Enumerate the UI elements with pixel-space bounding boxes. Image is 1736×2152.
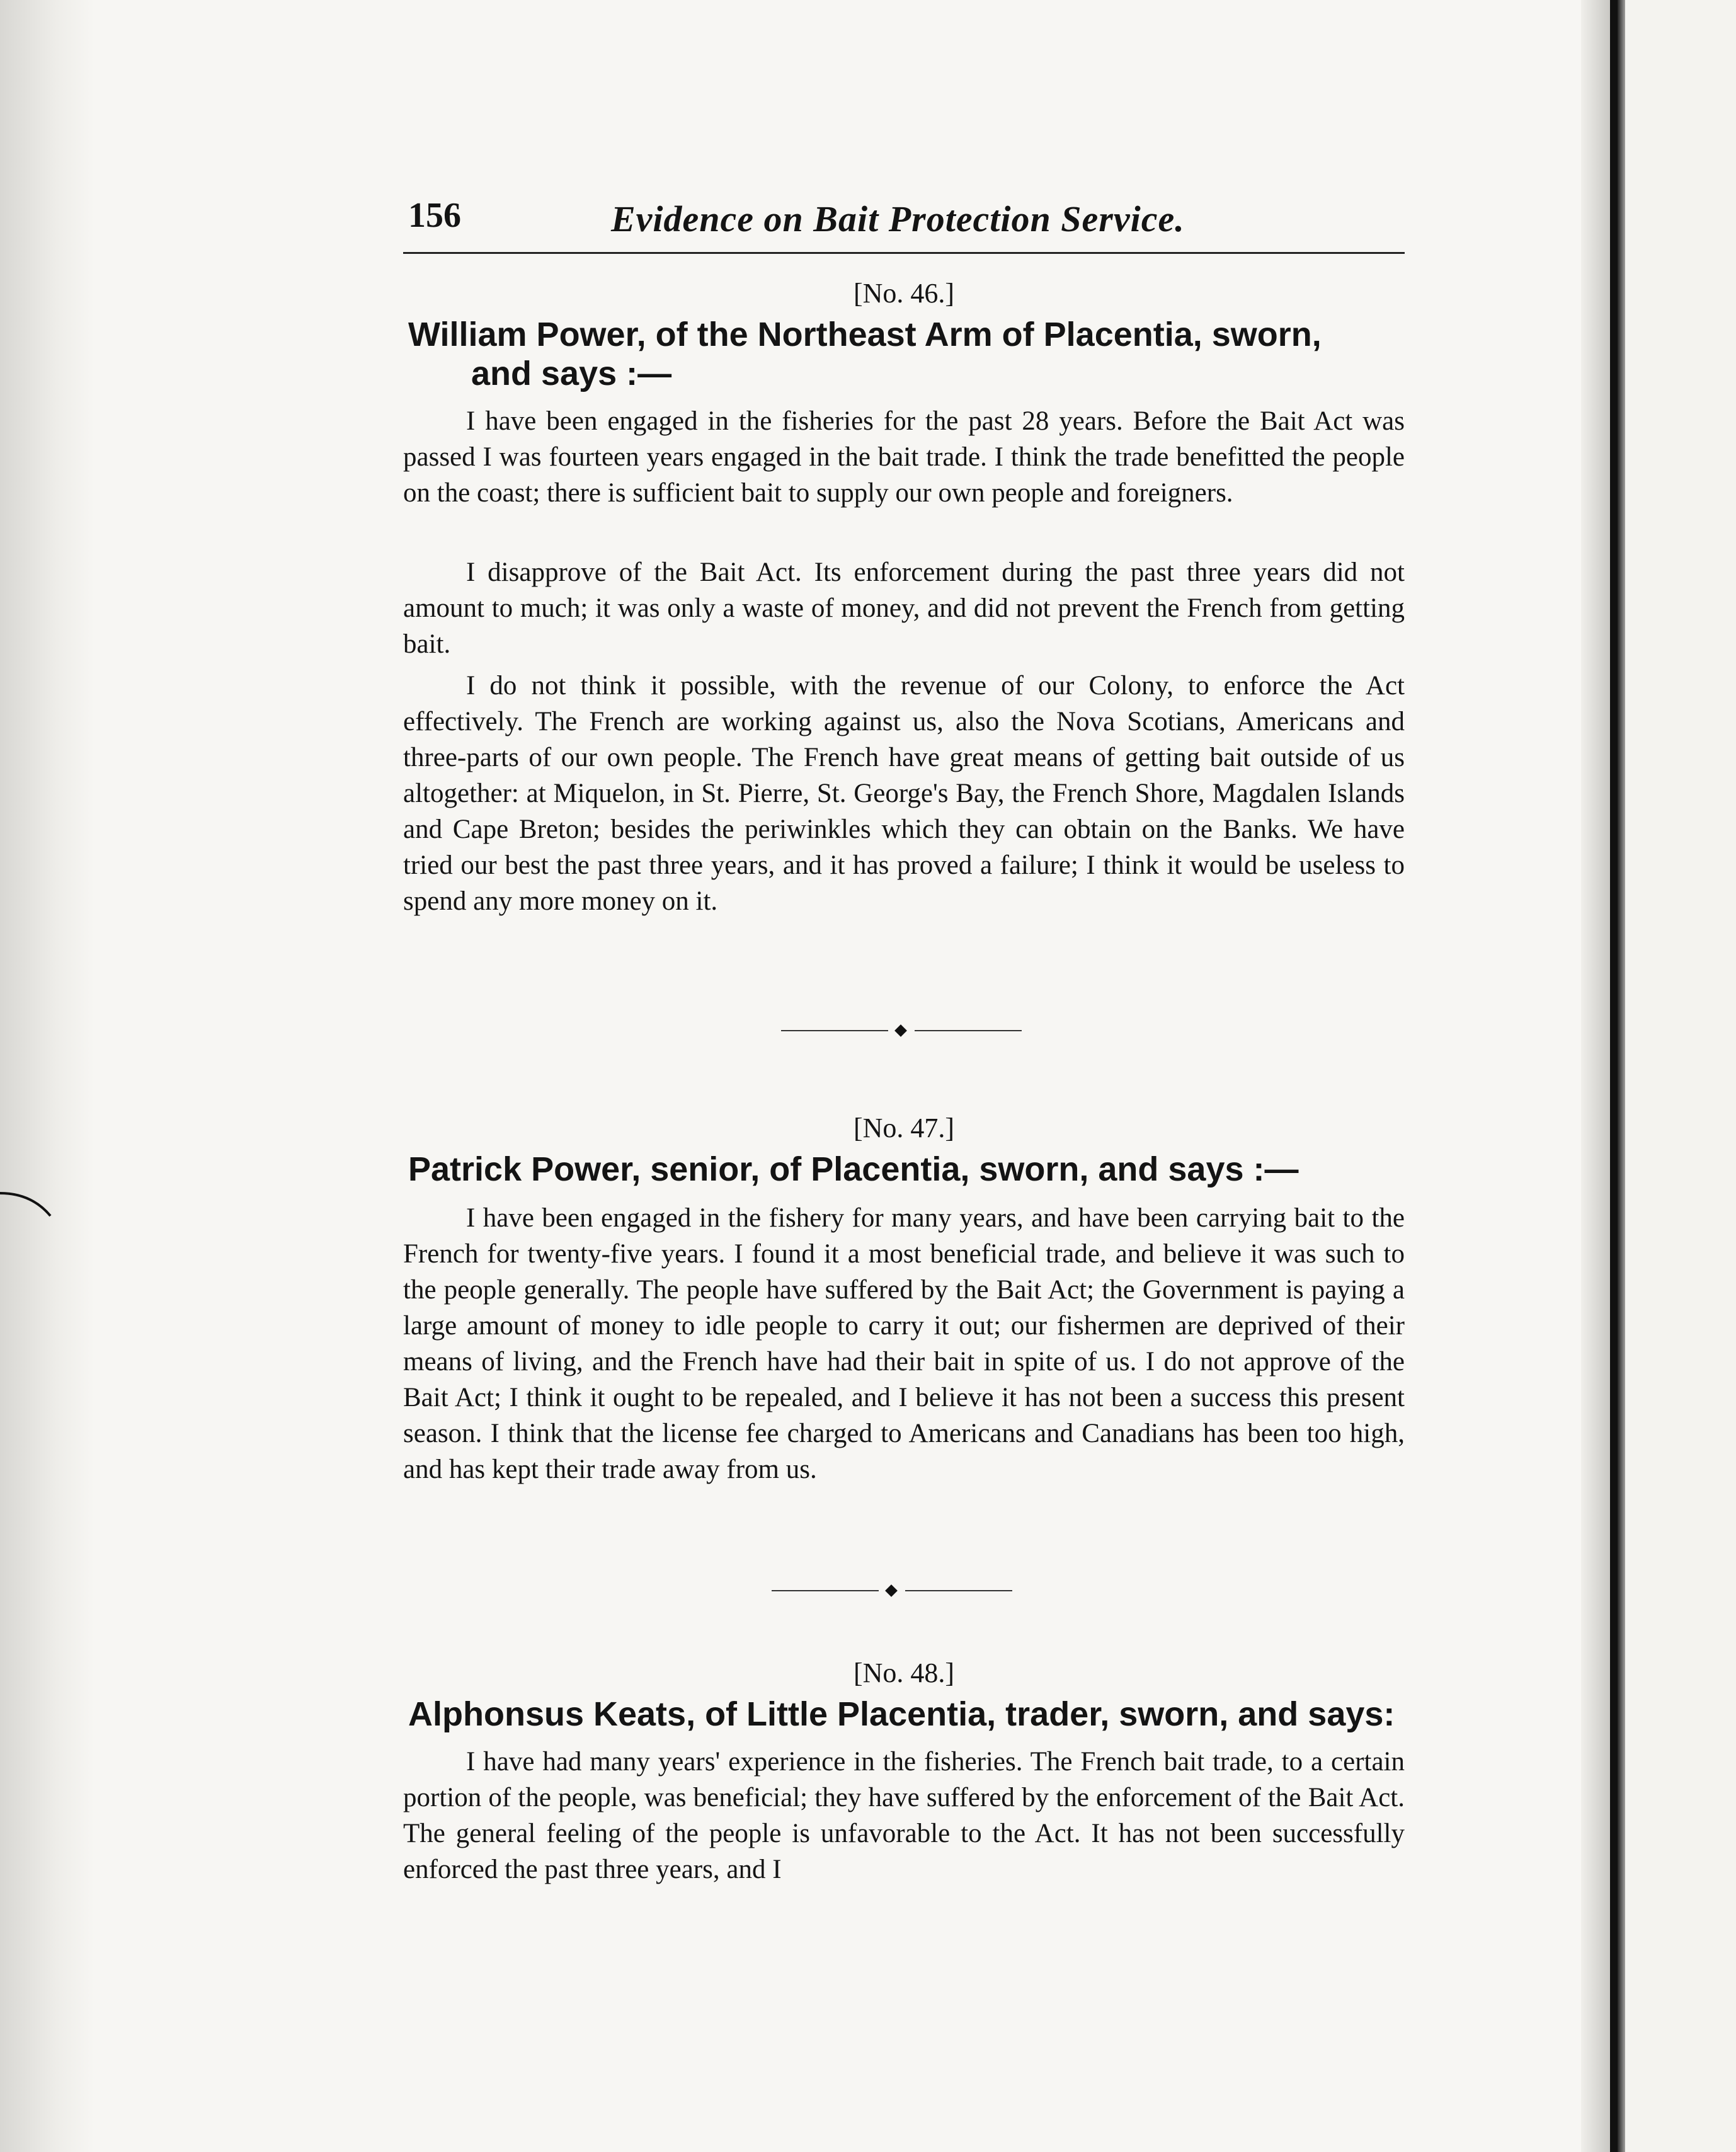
page-header (403, 189, 1405, 252)
section-heading: Patrick Power, senior, of Placentia, sworn, and says :— (408, 1150, 1299, 1188)
section-heading: Alphonsus Keats, of Little Placentia, trader, sworn, and says: (408, 1695, 1395, 1733)
section-separator (781, 1024, 1033, 1037)
paragraph: I disapprove of the Bait Act. Its enforcement during the past three years did not amount to much; it was only a waste of money, and did not prevent the French from getting bait. (403, 558, 1405, 659)
ornament-icon (885, 1584, 898, 1597)
header-rule (403, 252, 1405, 254)
heading-line-1: William Power, of the Northeast Arm of Placentia, sworn, (408, 316, 1322, 353)
clip-mark-icon (0, 1191, 57, 1228)
section-number: [No. 48.] (853, 1657, 955, 1688)
book-spine (1610, 0, 1618, 2152)
paragraph: I do not think it possible, with the revenue of our Colony, to enforce the Act effectively. The French are working against us, also the Nova Scotians, Americans and three-parts of our own people. The French have great means of getting bait outside of us altogether: at Miquelon, in St. Pierre, St. George's Bay, the French Shore, Magdalen Islands and Cape Breton; besides the periwinkles which they can obtain on the Banks. We have tried our best the past three years, and it has proved a failure; I think it would be useless to spend any more money on it. (403, 671, 1405, 916)
ornament-icon (894, 1024, 907, 1037)
paragraph: I have been engaged in the fisheries for the past 28 years. Before the Bait Act was passed I was fourteen years engaged in the bait trade. I think the trade benefitted the people on the coast; there is sufficient bait to supply our own people and foreigners. (403, 406, 1405, 508)
section-number: [No. 47.] (853, 1113, 955, 1143)
facing-page (1625, 0, 1736, 2152)
section-separator (772, 1584, 1024, 1597)
page-number: 156 (408, 196, 461, 235)
section-number: [No. 46.] (853, 278, 955, 309)
running-head: Evidence on Bait Protection Service. (611, 198, 1185, 239)
section-heading (408, 315, 1410, 393)
paragraph: I have had many years' experience in the fisheries. The French bait trade, to a certain portion of the people, was beneficial; they have suffered by the enforcement of the Bait Act. The general feeling of the people is unfavorable to the Act. It has not been successfully enforced the past three years, and I (403, 1747, 1405, 1884)
paragraph: I have been engaged in the fishery for many years, and have been carrying bait to the French for twenty-five years. I found it a most beneficial trade, and believe it was such to the people generally. The people have suffered by the Bait Act; the Government is paying a large amount of money to idle people to carry it out; our fishermen are deprived of their means of living, and the French have had their bait in spite of us. I do not approve of the Bait Act; I think it ought to be repealed, and I believe it has not been a success this present season. I think that the license fee charged to Americans and Canadians has been too high, and has kept their trade away from us. (403, 1203, 1405, 1484)
page-left-shadow (0, 0, 94, 2152)
page-right-shadow (1581, 0, 1610, 2152)
heading-line-2: and says :— (471, 355, 672, 392)
